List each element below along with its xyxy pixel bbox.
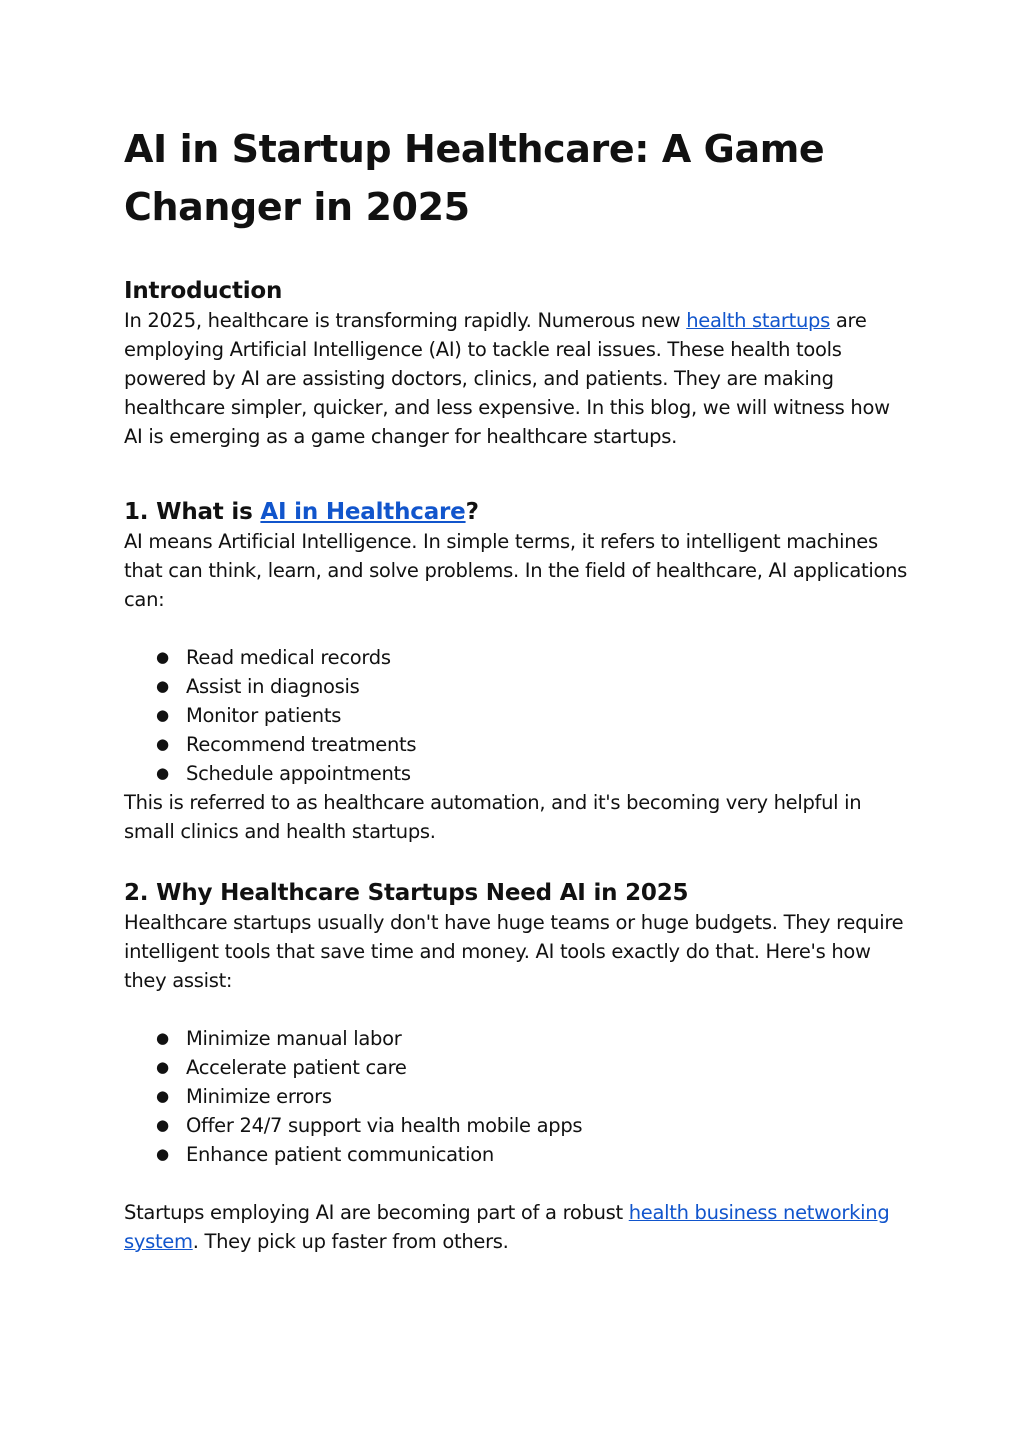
list-item-text: Monitor patients [186,704,342,727]
bullet-icon: ● [156,735,169,753]
section-2-closing-paragraph [124,1198,914,1256]
closing-text-1: Startups employing AI are becoming part of a robust [124,1201,629,1224]
bullet-icon: ● [156,1029,169,1047]
bullet-icon: ● [156,1116,169,1134]
list-item [124,672,914,701]
list-item-text: Read medical records [186,646,391,669]
list-item [124,643,914,672]
intro-paragraph [124,306,914,451]
document-title: AI in Startup Healthcare: A Game Changer in 2025 [124,127,825,229]
section-1-heading-prefix: 1. What is [124,499,261,525]
list-item-text: Offer 24/7 support via health mobile apps [186,1114,583,1137]
list-item-text: Assist in diagnosis [186,675,360,698]
document-page [124,120,914,1256]
ai-in-healthcare-link[interactable]: AI in Healthcare [260,499,466,525]
list-item [124,1024,914,1053]
bullet-icon: ● [156,1087,169,1105]
list-item [124,701,914,730]
section-2-paragraph: Healthcare startups usually don't have huge teams or huge budgets. They require intelligent tools that save time and money. AI tools exactly do that. Here's how they assist: [124,911,904,992]
list-item [124,1111,914,1140]
list-item-text: Recommend treatments [186,733,417,756]
bullet-icon: ● [156,764,169,782]
bullet-icon: ● [156,677,169,695]
section-1-heading [124,497,914,527]
intro-text-2: are employing Artificial Intelligence (AI) to tackle real issues. These health tools powered by AI are assisting doctors, clinics, and patients. They are making healthcare simpler, quicker, and less expensive. In this blog, we will witness how AI is emerging as a game changer for healthcare startups. [124,309,890,448]
section-1-paragraph: AI means Artificial Intelligence. In simple terms, it refers to intelligent machines that can think, learn, and solve problems. In the field of healthcare, AI applications can: [124,530,908,611]
list-item [124,730,914,759]
list-item [124,1140,914,1169]
section-2-heading: 2. Why Healthcare Startups Need AI in 2025 [124,880,689,906]
bullet-icon: ● [156,706,169,724]
closing-text-2: . They pick up faster from others. [192,1230,509,1253]
bullet-icon: ● [156,1145,169,1163]
health-business-networking-link[interactable]: health business networking system [124,1201,890,1253]
section-2-list [124,1024,914,1169]
list-item-text: Accelerate patient care [186,1056,407,1079]
list-item-text: Schedule appointments [186,762,411,785]
list-item [124,759,914,788]
health-startups-link[interactable]: health startups [686,309,830,332]
intro-heading: Introduction [124,278,283,304]
section-1-after-paragraph: This is referred to as healthcare automation, and it's becoming very helpful in small clinics and health startups. [124,791,862,843]
intro-text-1: In 2025, healthcare is transforming rapidly. Numerous new [124,309,687,332]
list-item-text: Minimize errors [186,1085,332,1108]
section-1-heading-suffix: ? [465,499,479,525]
list-item [124,1053,914,1082]
list-item [124,1082,914,1111]
bullet-icon: ● [156,648,169,666]
section-1-list [124,643,914,788]
list-item-text: Minimize manual labor [186,1027,402,1050]
bullet-icon: ● [156,1058,169,1076]
list-item-text: Enhance patient communication [186,1143,494,1166]
